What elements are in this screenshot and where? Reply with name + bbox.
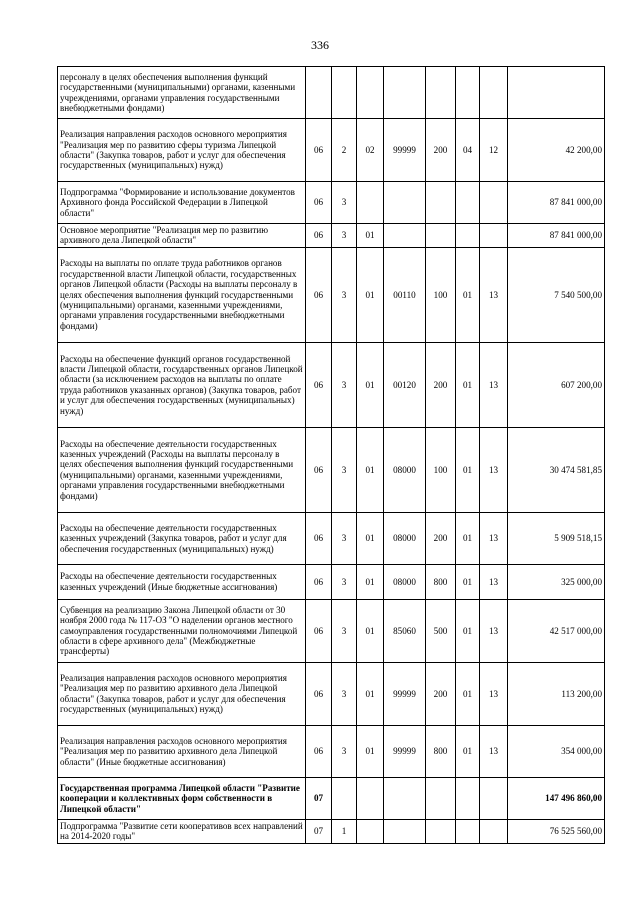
table-row — [58, 564, 605, 599]
measure-code-cell: 02 — [357, 119, 384, 182]
program-code-cell: 06 — [306, 427, 332, 512]
measure-code-cell: 01 — [357, 427, 384, 512]
amount-cell: 607 200,00 — [508, 342, 605, 427]
program-code-cell: 06 — [306, 119, 332, 182]
subsection-cell — [480, 819, 508, 843]
measure-code-cell: 01 — [357, 247, 384, 342]
subprogram-code-cell: 3 — [332, 247, 357, 342]
amount-cell: 147 496 860,00 — [508, 777, 605, 819]
expense-type-cell: 100 — [426, 427, 456, 512]
program-code-cell: 06 — [306, 725, 332, 777]
amount-cell: 42 517 000,00 — [508, 599, 605, 662]
subsection-cell — [480, 777, 508, 819]
subsection-cell: 13 — [480, 427, 508, 512]
table-row — [58, 247, 605, 342]
expense-type-cell — [426, 819, 456, 843]
amount-cell: 5 909 518,15 — [508, 512, 605, 564]
budget-table — [57, 66, 605, 844]
measure-code-cell: 01 — [357, 224, 384, 248]
measure-code-cell: 01 — [357, 564, 384, 599]
section-cell: 01 — [456, 247, 480, 342]
direction-code-cell — [384, 777, 426, 819]
expense-name-cell: Расходы на выплаты по оплате труда работников органов государственной власти Липецкой области, государственных органов Липецкой области (Расходы на выплаты персоналу в целях обеспечения выполнения функций государственными (муниципальными) органами, казенными учреждениями, органами управления государственными внебюджетными фондами) — [58, 247, 306, 342]
expense-name-cell: Реализация направления расходов основного мероприятия "Реализация мер по развитию архивного дела Липецкой области" (Иные бюджетные ассигнования) — [58, 725, 306, 777]
expense-name-cell: Субвенция на реализацию Закона Липецкой области от 30 ноября 2000 года № 117-ОЗ "О наделении органов местного самоуправления государственными полномочиями Липецкой области в сфере архивного дела" (Межбюджетные трансферты) — [58, 599, 306, 662]
measure-code-cell: 01 — [357, 599, 384, 662]
measure-code-cell — [357, 819, 384, 843]
amount-cell: 87 841 000,00 — [508, 182, 605, 224]
program-code-cell: 06 — [306, 662, 332, 725]
expense-name-cell: Подпрограмма "Формирование и использование документов Архивного фонда Российской Федерации в Липецкой области" — [58, 182, 306, 224]
table-row — [58, 777, 605, 819]
subprogram-code-cell: 3 — [332, 662, 357, 725]
subprogram-code-cell — [332, 67, 357, 119]
subsection-cell — [480, 224, 508, 248]
amount-cell — [508, 67, 605, 119]
section-cell: 01 — [456, 662, 480, 725]
program-code-cell: 06 — [306, 342, 332, 427]
program-code-cell: 07 — [306, 819, 332, 843]
direction-code-cell: 08000 — [384, 564, 426, 599]
expense-type-cell — [426, 182, 456, 224]
amount-cell: 87 841 000,00 — [508, 224, 605, 248]
expense-name-cell: Расходы на обеспечение деятельности государственных казенных учреждений (Иные бюджетные ассигнования) — [58, 564, 306, 599]
subsection-cell — [480, 182, 508, 224]
amount-cell: 76 525 560,00 — [508, 819, 605, 843]
expense-name-cell: Расходы на обеспечение функций органов государственной власти Липецкой области, государственных органов Липецкой области (за исключением расходов на выплаты по оплате труда работников указанных органов) (Закупка товаров, работ и услуг для обеспечения государственных (муниципальных) нужд) — [58, 342, 306, 427]
program-code-cell: 07 — [306, 777, 332, 819]
section-cell: 01 — [456, 342, 480, 427]
expense-name-cell: Расходы на обеспечение деятельности государственных казенных учреждений (Закупка товаров, работ и услуг для обеспечения государственных (муниципальных) нужд) — [58, 512, 306, 564]
subprogram-code-cell: 3 — [332, 224, 357, 248]
subprogram-code-cell: 3 — [332, 564, 357, 599]
subsection-cell: 13 — [480, 342, 508, 427]
subprogram-code-cell: 3 — [332, 342, 357, 427]
subprogram-code-cell — [332, 777, 357, 819]
expense-type-cell — [426, 777, 456, 819]
direction-code-cell: 08000 — [384, 427, 426, 512]
expense-type-cell: 200 — [426, 662, 456, 725]
subprogram-code-cell: 1 — [332, 819, 357, 843]
subsection-cell: 13 — [480, 247, 508, 342]
direction-code-cell: 99999 — [384, 119, 426, 182]
expense-type-cell: 800 — [426, 564, 456, 599]
expense-type-cell: 100 — [426, 247, 456, 342]
amount-cell: 354 000,00 — [508, 725, 605, 777]
section-cell — [456, 819, 480, 843]
subsection-cell: 13 — [480, 725, 508, 777]
expense-type-cell: 200 — [426, 512, 456, 564]
measure-code-cell: 01 — [357, 725, 384, 777]
section-cell: 01 — [456, 599, 480, 662]
direction-code-cell: 00110 — [384, 247, 426, 342]
table-row — [58, 512, 605, 564]
table-row — [58, 342, 605, 427]
subsection-cell: 12 — [480, 119, 508, 182]
program-code-cell: 06 — [306, 564, 332, 599]
section-cell: 01 — [456, 427, 480, 512]
subsection-cell — [480, 67, 508, 119]
measure-code-cell — [357, 182, 384, 224]
expense-type-cell — [426, 224, 456, 248]
expense-name-cell: персоналу в целях обеспечения выполнения функций государственными (муниципальными) органами, казенными учреждениями, органами управления государственными внебюджетными фондами) — [58, 67, 306, 119]
subsection-cell: 13 — [480, 662, 508, 725]
table-row — [58, 599, 605, 662]
direction-code-cell: 85060 — [384, 599, 426, 662]
section-cell — [456, 67, 480, 119]
subsection-cell: 13 — [480, 564, 508, 599]
measure-code-cell — [357, 67, 384, 119]
subprogram-code-cell: 3 — [332, 512, 357, 564]
amount-cell: 113 200,00 — [508, 662, 605, 725]
measure-code-cell: 01 — [357, 512, 384, 564]
measure-code-cell: 01 — [357, 342, 384, 427]
section-cell: 01 — [456, 725, 480, 777]
program-code-cell: 06 — [306, 247, 332, 342]
expense-type-cell: 200 — [426, 119, 456, 182]
program-code-cell: 06 — [306, 512, 332, 564]
table-row — [58, 725, 605, 777]
expense-name-cell: Расходы на обеспечение деятельности государственных казенных учреждений (Расходы на выплаты персоналу в целях обеспечения выполнения функций государственными (муниципальными) органами, казенными учреждениями, органами управления государственными внебюджетными фондами) — [58, 427, 306, 512]
direction-code-cell: 99999 — [384, 725, 426, 777]
table-row — [58, 119, 605, 182]
expense-type-cell: 800 — [426, 725, 456, 777]
table-row — [58, 427, 605, 512]
subsection-cell: 13 — [480, 512, 508, 564]
direction-code-cell — [384, 67, 426, 119]
subprogram-code-cell: 2 — [332, 119, 357, 182]
expense-name-cell: Подпрограмма "Развитие сети кооперативов всех направлений на 2014-2020 годы" — [58, 819, 306, 843]
direction-code-cell: 08000 — [384, 512, 426, 564]
section-cell — [456, 182, 480, 224]
direction-code-cell — [384, 819, 426, 843]
direction-code-cell: 00120 — [384, 342, 426, 427]
amount-cell: 42 200,00 — [508, 119, 605, 182]
subprogram-code-cell: 3 — [332, 427, 357, 512]
table-row — [58, 182, 605, 224]
subprogram-code-cell: 3 — [332, 182, 357, 224]
program-code-cell — [306, 67, 332, 119]
program-code-cell: 06 — [306, 182, 332, 224]
amount-cell: 30 474 581,85 — [508, 427, 605, 512]
table-row — [58, 224, 605, 248]
direction-code-cell: 99999 — [384, 662, 426, 725]
expense-name-cell: Реализация направления расходов основного мероприятия "Реализация мер по развитию архивного дела Липецкой области" (Закупка товаров, работ и услуг для обеспечения государственных (муниципальных) нужд) — [58, 662, 306, 725]
expense-type-cell: 200 — [426, 342, 456, 427]
subprogram-code-cell: 3 — [332, 599, 357, 662]
direction-code-cell — [384, 182, 426, 224]
amount-cell: 7 540 500,00 — [508, 247, 605, 342]
program-code-cell: 06 — [306, 224, 332, 248]
expense-type-cell — [426, 67, 456, 119]
expense-name-cell: Государственная программа Липецкой области "Развитие кооперации и коллективных форм собственности в Липецкой области" — [58, 777, 306, 819]
section-cell: 01 — [456, 564, 480, 599]
amount-cell: 325 000,00 — [508, 564, 605, 599]
expense-name-cell: Основное мероприятие "Реализация мер по развитию архивного дела Липецкой области" — [58, 224, 306, 248]
expense-type-cell: 500 — [426, 599, 456, 662]
direction-code-cell — [384, 224, 426, 248]
table-row — [58, 819, 605, 843]
subsection-cell: 13 — [480, 599, 508, 662]
subprogram-code-cell: 3 — [332, 725, 357, 777]
measure-code-cell — [357, 777, 384, 819]
table-row — [58, 67, 605, 119]
budget-table-body — [58, 67, 605, 844]
section-cell — [456, 777, 480, 819]
measure-code-cell: 01 — [357, 662, 384, 725]
program-code-cell: 06 — [306, 599, 332, 662]
table-row — [58, 662, 605, 725]
page-number: 336 — [311, 38, 329, 52]
section-cell: 01 — [456, 512, 480, 564]
expense-name-cell: Реализация направления расходов основного мероприятия "Реализация мер по развитию сферы туризма Липецкой области" (Закупка товаров, работ и услуг для обеспечения государственных (муниципальных) нужд) — [58, 119, 306, 182]
section-cell — [456, 224, 480, 248]
section-cell: 04 — [456, 119, 480, 182]
